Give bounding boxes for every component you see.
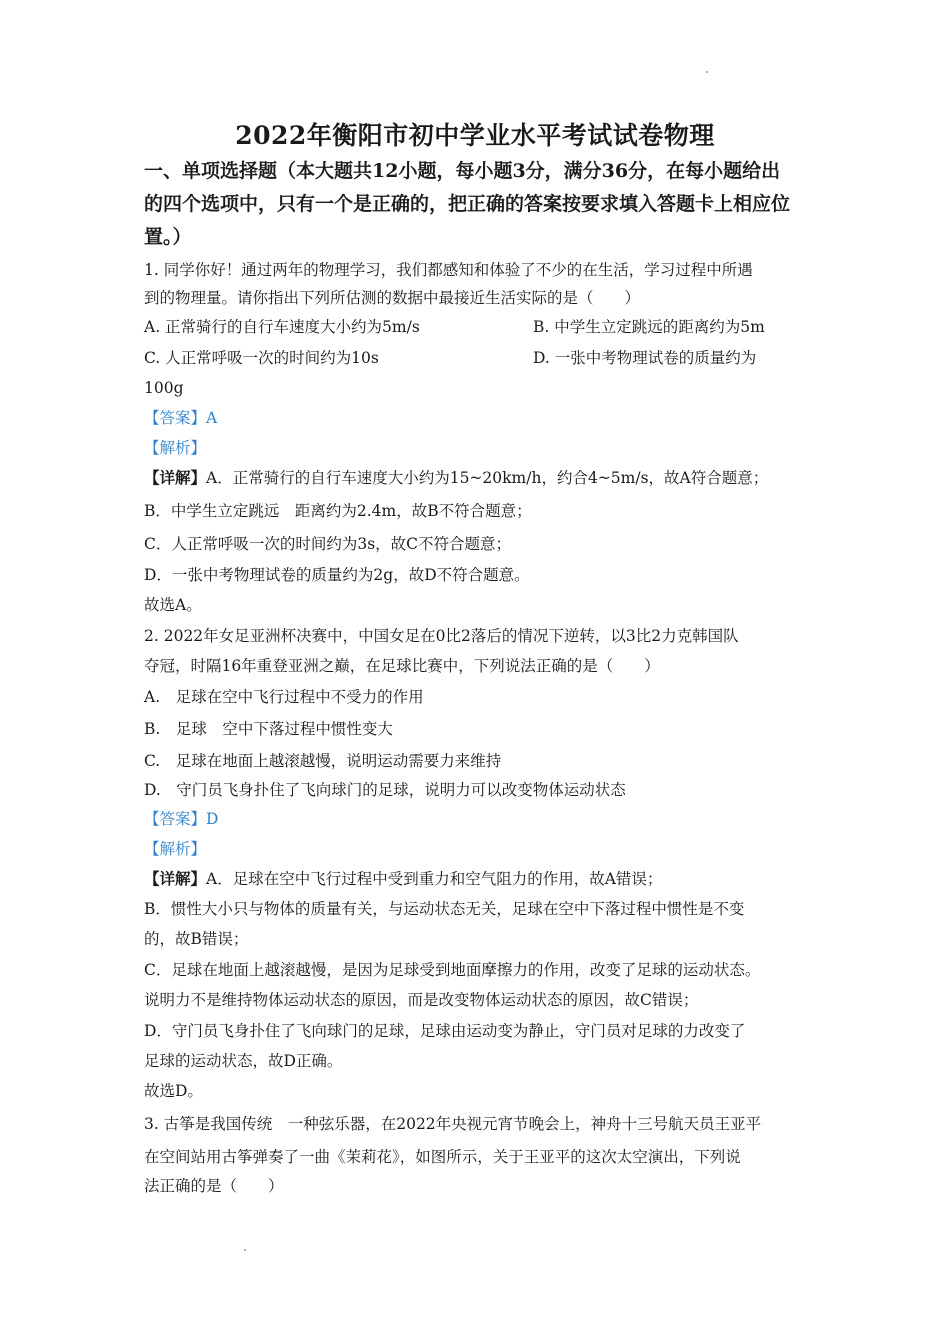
q1-conclusion: 故选A。 [144, 596, 202, 614]
section-heading-line-2: 的四个选项中，只有一个是正确的，把正确的答案按要求填入答题卡上相应位 [144, 193, 791, 215]
q1-stem-line-2: 到的物理量。请你指出下列所估测的数据中最接近生活实际的是（ ） [144, 289, 641, 307]
q2-detail-line-2b: 的，故B错误； [144, 930, 249, 948]
detail-text: A．正常骑行的自行车速度大小约为15~20km/h，约合4~5m/s，故A符合题意； [206, 469, 769, 487]
q1-option-d: D. 一张中考物理试卷的质量约为 [533, 349, 757, 367]
q3-stem-line-2: 在空间站用古筝弹奏了一曲《茉莉花》，如图所示，关于王亚平的这次太空演出，下列说 [144, 1148, 741, 1166]
q1-answer: 【答案】A [144, 409, 218, 427]
q2-option-b: B. 足球 空中下落过程中惯性变大 [144, 720, 393, 738]
q1-option-c: C. 人正常呼吸一次的时间约为10s [144, 349, 379, 367]
q1-detail-line-2: B．中学生立定跳远 距离约为2.4m，故B不符合题意； [144, 502, 532, 520]
q1-stem-line-1: 1. 同学你好！通过两年的物理学习，我们都感知和体验了不少的在生活，学习过程中所遇 [144, 261, 753, 279]
q2-option-d: D. 守门员飞身扑住了飞向球门的足球，说明力可以改变物体运动状态 [144, 781, 626, 799]
q1-option-b: B. 中学生立定跳远的距离约为5m [533, 318, 765, 336]
q2-detail-line-3a: C．足球在地面上越滚越慢，是因为足球受到地面摩擦力的作用，改变了足球的运动状态。 [144, 961, 761, 979]
q1-detail-line-3: C．人正常呼吸一次的时间约为3s，故C不符合题意； [144, 535, 512, 553]
q2-analysis-label: 【解析】 [144, 840, 207, 858]
scan-dot [706, 71, 708, 73]
q2-detail-line-2a: B．惯性大小只与物体的质量有关，与运动状态无关，足球在空中下落过程中惯性是不变 [144, 900, 745, 918]
q2-option-a: A. 足球在空中飞行过程中不受力的作用 [144, 688, 424, 706]
section-heading-line-1: 一、单项选择题（本大题共12小题，每小题3分，满分36分，在每小题给出 [144, 160, 781, 182]
q2-detail-line-4b: 足球的运动状态，故D正确。 [144, 1052, 343, 1070]
q2-option-c: C. 足球在地面上越滚越慢，说明运动需要力来维持 [144, 752, 502, 770]
page-title: 2022年衡阳市初中学业水平考试试卷物理 [235, 121, 715, 150]
q2-detail-line-3b: 说明力不是维持物体运动状态的原因，而是改变物体运动状态的原因，故C错误； [144, 991, 699, 1009]
q2-stem-line-2: 夺冠，时隔16年重登亚洲之巅，在足球比赛中，下列说法正确的是（ ） [144, 657, 660, 675]
q3-stem-line-1: 3. 古筝是我国传统 一种弦乐器，在2022年央视元宵节晚会上，神舟十三号航天员王亚平 [144, 1115, 762, 1133]
detail-text: A．足球在空中飞行过程中受到重力和空气阻力的作用，故A错误； [206, 870, 663, 888]
detail-tag: 【详解】 [144, 468, 207, 487]
q2-detail-line-1 [144, 868, 824, 890]
q2-conclusion: 故选D。 [144, 1082, 203, 1100]
q1-analysis-label: 【解析】 [144, 439, 207, 457]
q1-option-d-cont: 100g [144, 379, 184, 397]
q3-stem-line-3: 法正确的是（ ） [144, 1177, 284, 1195]
detail-tag: 【详解】 [144, 869, 207, 888]
q2-stem-line-1: 2. 2022年女足亚洲杯决赛中，中国女足在0比2落后的情况下逆转，以3比2力克韩国队 [144, 627, 739, 645]
q1-option-a: A. 正常骑行的自行车速度大小约为5m/s [144, 318, 420, 336]
section-heading-line-3: 置。） [144, 226, 192, 248]
q1-detail-line-4: D．一张中考物理试卷的质量约为2g，故D不符合题意。 [144, 566, 530, 584]
q2-detail-line-4a: D．守门员飞身扑住了飞向球门的足球，足球由运动变为静止，守门员对足球的力改变了 [144, 1022, 746, 1040]
q1-detail-line-1 [144, 467, 824, 489]
scan-dot [244, 1249, 246, 1251]
q2-answer: 【答案】D [144, 810, 219, 828]
